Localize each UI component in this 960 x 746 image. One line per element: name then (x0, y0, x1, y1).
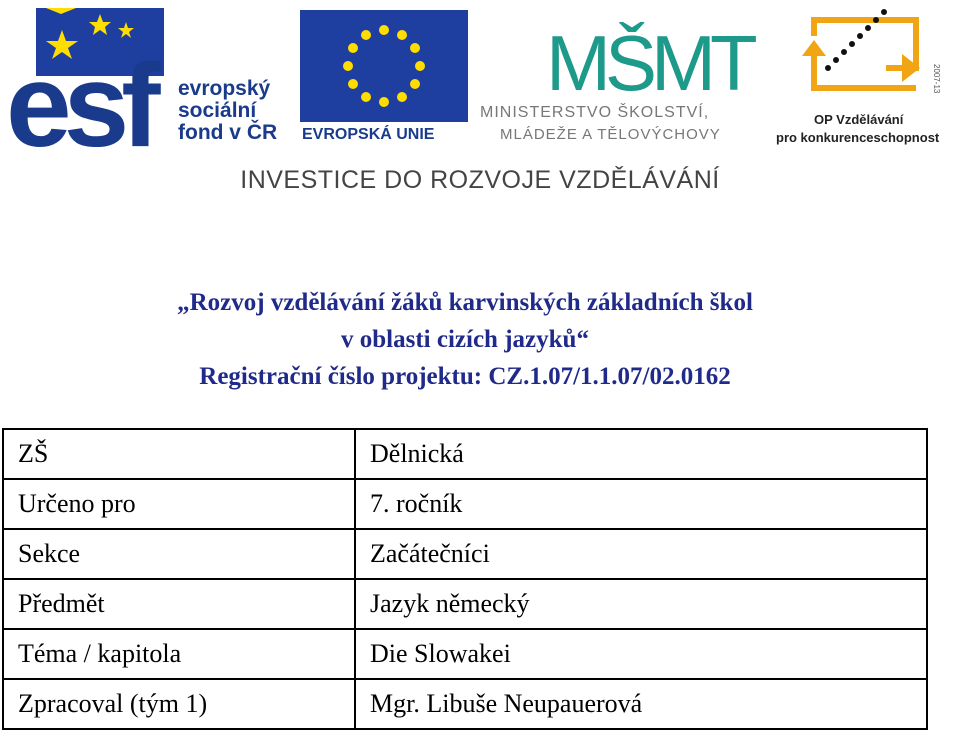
row-label: ZŠ (3, 429, 355, 479)
info-table (2, 428, 928, 730)
table-row (3, 529, 927, 579)
row-value: Die Slowakei (355, 629, 927, 679)
row-value: Mgr. Libuše Neupauerová (355, 679, 927, 729)
op-logo (776, 6, 960, 152)
esf-line-1: evropský (178, 77, 271, 100)
row-value: Dělnická (355, 429, 927, 479)
msmt-letters: MŠMT (546, 19, 752, 100)
logo-banner (0, 0, 960, 160)
op-symbol-icon (776, 6, 960, 106)
table-row (3, 579, 927, 629)
op-years: 2007-13 (932, 64, 941, 94)
title-line-1: „Rozvoj vzdělávání žáků karvinských základních škol (177, 289, 753, 316)
table-row (3, 629, 927, 679)
project-title (0, 284, 930, 395)
table-row (3, 429, 927, 479)
esf-logo (6, 8, 296, 153)
msmt-line-2: MLÁDEŽE A TĚLOVÝCHOVY (500, 126, 721, 143)
row-label: Předmět (3, 579, 355, 629)
investice-banner: INVESTICE DO ROZVOJE VZDĚLÁVÁNÍ (240, 166, 720, 194)
row-label: Sekce (3, 529, 355, 579)
row-value: 7. ročník (355, 479, 927, 529)
row-label: Zpracoval (tým 1) (3, 679, 355, 729)
esf-line-3: fond v ČR (178, 121, 278, 144)
eu-caption: EVROPSKÁ UNIE (302, 126, 435, 143)
title-line-2: v oblasti cizích jazyků“ (341, 326, 589, 353)
row-value: Začátečníci (355, 529, 927, 579)
esf-letters: esf (6, 40, 153, 153)
row-value: Jazyk německý (355, 579, 927, 629)
eu-flag-icon (300, 10, 468, 122)
esf-line-2: sociální (178, 99, 257, 122)
eu-logo (300, 10, 468, 150)
table-row (3, 479, 927, 529)
msmt-logo (476, 8, 766, 150)
row-label: Určeno pro (3, 479, 355, 529)
registration-number: Registrační číslo projektu: CZ.1.07/1.1.07/02.0162 (199, 363, 731, 390)
op-line-2: pro konkurenceschopnost (776, 130, 940, 145)
op-line-1: OP Vzdělávání (814, 112, 904, 127)
msmt-line-1: MINISTERSTVO ŠKOLSTVÍ, (480, 104, 710, 121)
table-row (3, 679, 927, 729)
row-label: Téma / kapitola (3, 629, 355, 679)
